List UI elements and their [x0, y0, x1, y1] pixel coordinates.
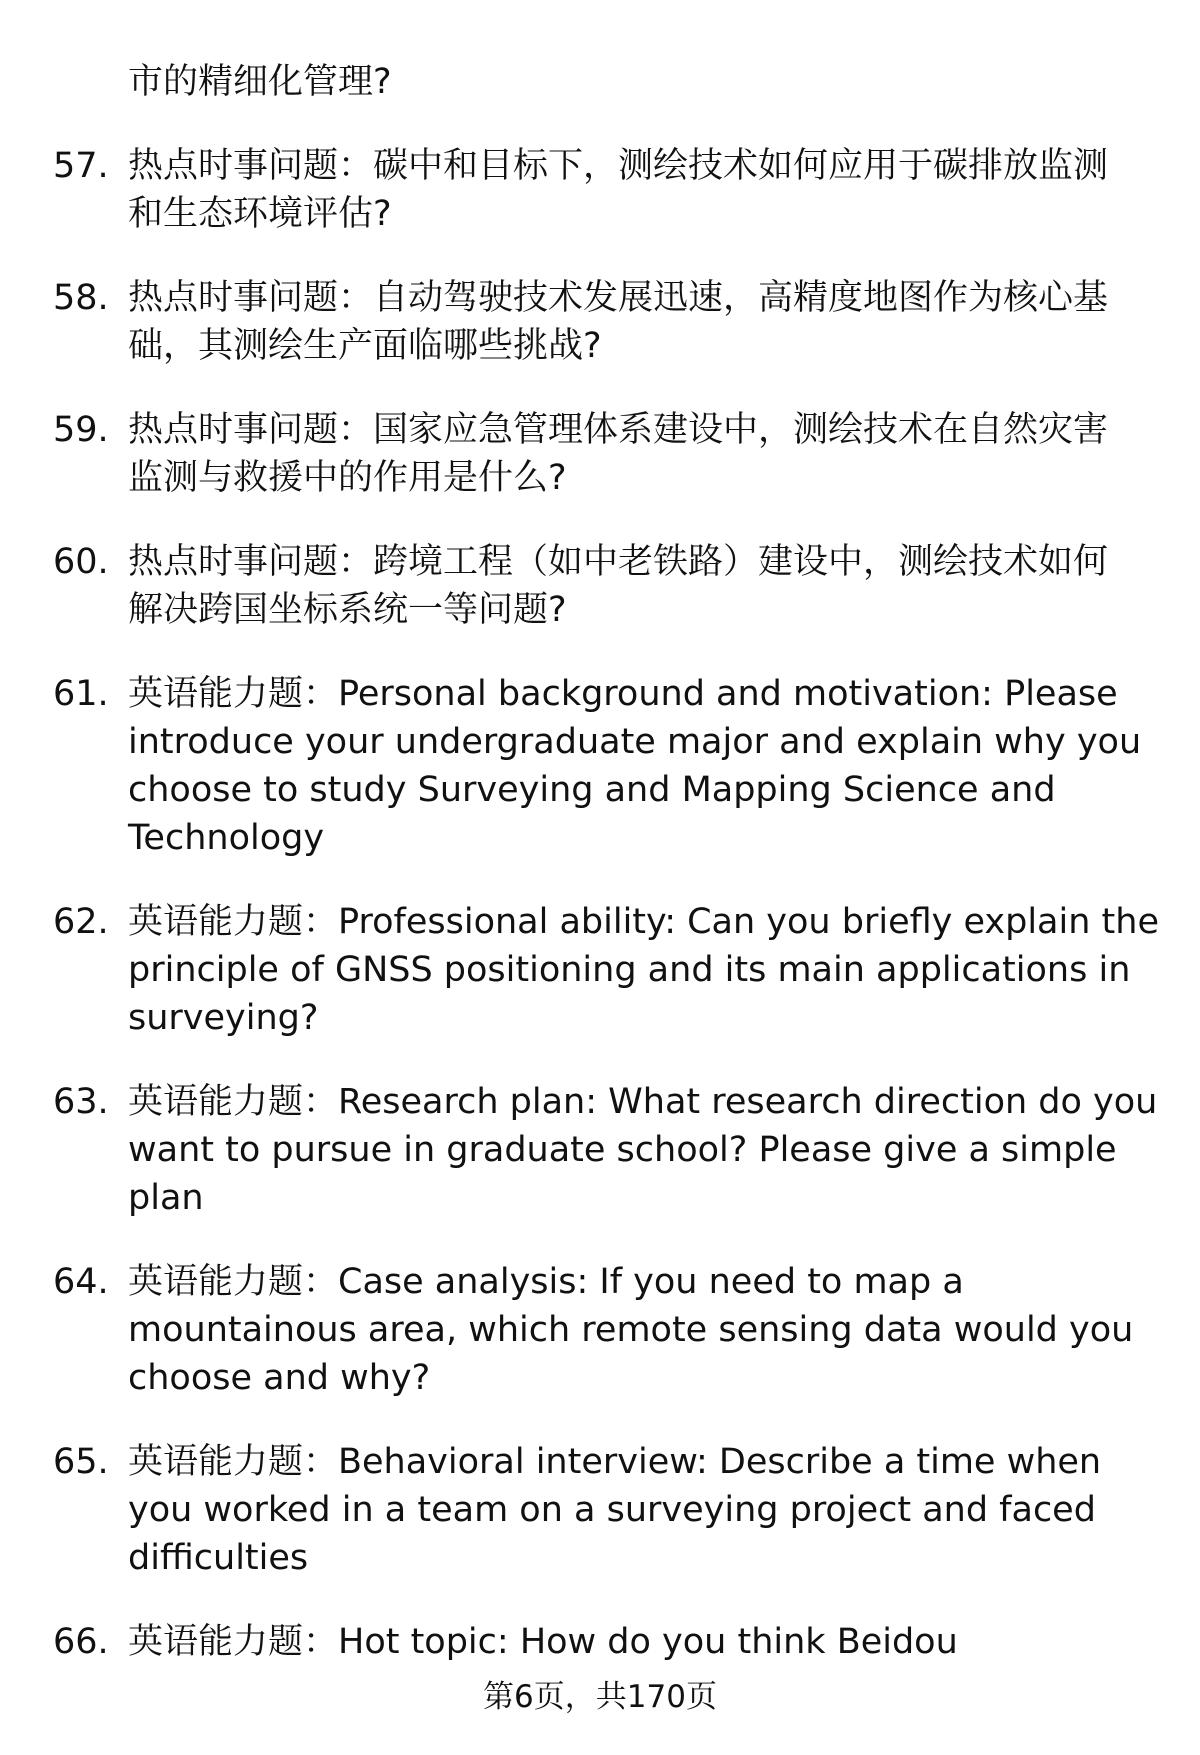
question-number: 61.: [53, 674, 109, 714]
question-text-line: 解决跨国坐标系统一等问题?: [128, 590, 567, 630]
question-text-line: 热点时事问题：自动驾驶技术发展迅速，高精度地图作为核心基: [128, 278, 1109, 318]
question-text-line: 热点时事问题：跨境工程（如中老铁路）建设中，测绘技术如何: [128, 542, 1109, 582]
question-text-line: 和生态环境评估?: [128, 194, 392, 234]
question-item: [0, 274, 1200, 370]
page-footer: 第6页，共170页: [483, 1679, 717, 1715]
question-item: [0, 142, 1200, 238]
question-text-line: 监测与救援中的作用是什么?: [128, 458, 567, 498]
question-number: 59.: [53, 410, 109, 450]
question-text-line: plan: [128, 1178, 204, 1218]
question-text-line: 础，其测绘生产面临哪些挑战?: [128, 326, 602, 366]
question-number: 64.: [53, 1262, 109, 1302]
question-text-line: 英语能力题：Professional ability: Can you briefly explain the: [128, 902, 1159, 942]
question-item: [0, 1258, 1200, 1402]
question-item: [0, 1438, 1200, 1582]
question-item: [0, 538, 1200, 634]
question-text-line: 英语能力题：Personal background and motivation: Please: [128, 674, 1118, 714]
question-number: 63.: [53, 1082, 109, 1122]
question-text-line: 热点时事问题：碳中和目标下，测绘技术如何应用于碳排放监测: [128, 146, 1109, 186]
question-text-line: choose to study Surveying and Mapping Science and: [128, 770, 1056, 810]
question-text-line: 市的精细化管理?: [128, 62, 392, 102]
question-text-line: surveying?: [128, 998, 319, 1038]
question-text-line: introduce your undergraduate major and explain why you: [128, 722, 1142, 762]
question-number: 60.: [53, 542, 109, 582]
question-text-line: difficulties: [128, 1538, 309, 1578]
question-text-line: you worked in a team on a surveying project and faced: [128, 1490, 1096, 1530]
question-item: [0, 1618, 1200, 1666]
question-text-line: 英语能力题：Research plan: What research direction do you: [128, 1082, 1158, 1122]
question-text-line: want to pursue in graduate school? Please give a simple: [128, 1130, 1117, 1170]
question-text-line: Technology: [128, 818, 325, 858]
question-number: 57.: [53, 146, 109, 186]
question-number: 66.: [53, 1622, 109, 1662]
question-text-line: 英语能力题：Behavioral interview: Describe a time when: [128, 1442, 1102, 1482]
question-text-line: 热点时事问题：国家应急管理体系建设中，测绘技术在自然灾害: [128, 410, 1109, 450]
question-continuation: [0, 58, 1200, 106]
question-item: [0, 1078, 1200, 1222]
question-text-line: choose and why?: [128, 1358, 431, 1398]
question-number: 58.: [53, 278, 109, 318]
question-number: 62.: [53, 902, 109, 942]
question-text-line: 英语能力题：Case analysis: If you need to map a: [128, 1262, 964, 1302]
question-text-line: mountainous area, which remote sensing data would you: [128, 1310, 1134, 1350]
question-item: [0, 406, 1200, 502]
question-number: 65.: [53, 1442, 109, 1482]
document-body: [0, 58, 1200, 1702]
question-item: [0, 670, 1200, 862]
question-text-line: principle of GNSS positioning and its main applications in: [128, 950, 1131, 990]
question-text-line: 英语能力题：Hot topic: How do you think Beidou: [128, 1622, 958, 1662]
question-item: [0, 898, 1200, 1042]
